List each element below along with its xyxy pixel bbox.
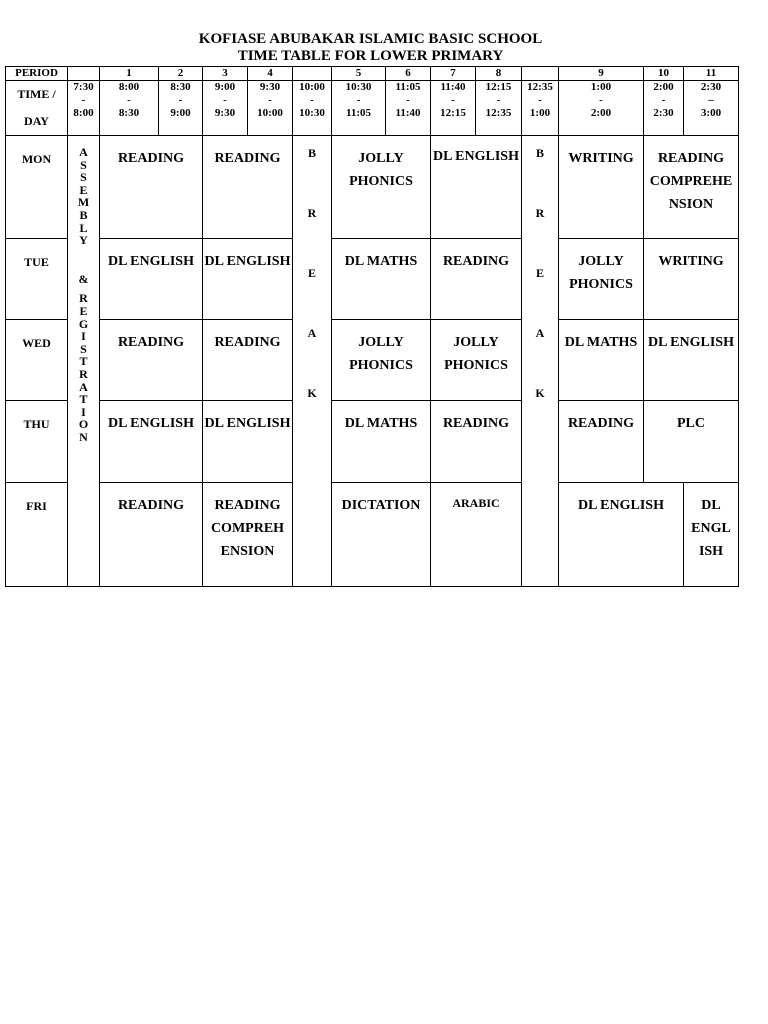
assembly-letter: G	[78, 316, 89, 331]
lesson-cell: DL ENGLISH	[100, 401, 203, 483]
period-number: 1	[100, 67, 159, 81]
period-number: 2	[159, 67, 203, 81]
break-letter: K	[535, 386, 545, 400]
lesson-cell: PLC	[644, 401, 739, 483]
assembly-letter: T	[79, 392, 88, 407]
break-letter: B	[535, 146, 544, 160]
period-number: 4	[248, 67, 293, 81]
break-letter: E	[535, 266, 544, 280]
lesson-cell: READING	[100, 320, 203, 401]
lesson-cell: DL MATHS	[332, 239, 431, 320]
lesson-cell: READING	[559, 401, 644, 483]
time-slot: 11:05 - 11:40	[386, 81, 431, 136]
day-row-fri	[6, 483, 739, 587]
time-day-label	[6, 81, 68, 136]
period-number: 9	[559, 67, 644, 81]
break-letter: K	[307, 386, 317, 400]
lesson-cell: READING	[203, 320, 293, 401]
day-name: THU	[6, 401, 68, 483]
period-cell-assembly	[68, 67, 100, 81]
assembly-letter: M	[77, 195, 90, 210]
lesson-cell: READING COMPREH ENSION	[203, 483, 293, 587]
assembly-registration-column	[68, 136, 100, 587]
assembly-letter: Y	[79, 233, 88, 248]
time-slot: 10:30 - 11:05	[332, 81, 386, 136]
time-slot: 8:30 - 9:00	[159, 81, 203, 136]
day-row-wed	[6, 320, 739, 401]
lesson-cell: JOLLY PHONICS	[431, 320, 522, 401]
day-label: DAY	[24, 114, 49, 128]
day-name: TUE	[6, 239, 68, 320]
time-slot: 1:00 - 2:00	[559, 81, 644, 136]
period-number: 10	[644, 67, 684, 81]
break-letter: A	[307, 326, 317, 340]
assembly-letter: I	[81, 404, 86, 419]
assembly-letter: A	[79, 145, 88, 159]
assembly-letter: O	[78, 417, 89, 432]
period-number: 7	[431, 67, 476, 81]
assembly-letter: L	[79, 220, 88, 235]
assembly-letter: &	[78, 271, 89, 286]
school-name-title: KOFIASE ABUBAKAR ISLAMIC BASIC SCHOOL	[198, 31, 543, 47]
assembly-letter: I	[81, 329, 86, 344]
lesson-cell: DL ENGLISH	[203, 401, 293, 483]
break-letter: A	[535, 326, 545, 340]
period-label: PERIOD	[6, 67, 68, 81]
break-letter: R	[307, 206, 317, 220]
time-slot: 9:00 - 9:30	[203, 81, 248, 136]
lesson-cell: WRITING	[644, 239, 739, 320]
period-row	[6, 67, 739, 81]
time-slot: 2:00 - 2:30	[644, 81, 684, 136]
break-column-1	[293, 136, 332, 587]
period-number: 3	[203, 67, 248, 81]
lesson-cell: READING	[431, 239, 522, 320]
assembly-letter: R	[79, 366, 88, 381]
assembly-letter: A	[79, 379, 88, 394]
assembly-letter: S	[80, 341, 87, 356]
lesson-cell: DL ENGLISH	[559, 483, 684, 587]
break-letter: R	[535, 206, 545, 220]
time-label: TIME /	[17, 87, 56, 101]
day-row-tue	[6, 239, 739, 320]
lesson-cell: READING	[100, 483, 203, 587]
lesson-cell: DL ENGLISH	[644, 320, 739, 401]
day-name: MON	[6, 136, 68, 239]
period-number: 11	[684, 67, 739, 81]
time-slot: 2:30 – 3:00	[684, 81, 739, 136]
assembly-letter: N	[79, 429, 88, 444]
assembly-letter: S	[80, 157, 87, 172]
timetable-grid	[5, 66, 739, 587]
day-row-mon	[6, 136, 739, 239]
period-cell-break	[293, 67, 332, 81]
break-letter: B	[307, 146, 316, 160]
lesson-cell: READING	[203, 136, 293, 239]
break-column-2	[522, 136, 559, 587]
period-cell-break	[522, 67, 559, 81]
time-slot: 10:00 - 10:30	[293, 81, 332, 136]
time-slot: 7:30 - 8:00	[68, 81, 100, 136]
period-number: 8	[476, 67, 522, 81]
assembly-letter: E	[79, 303, 88, 318]
lesson-cell: ARABIC	[431, 483, 522, 587]
lesson-cell: DL ENGLISH	[431, 136, 522, 239]
lesson-cell: DL ENGLISH	[203, 239, 293, 320]
time-slot: 12:35 - 1:00	[522, 81, 559, 136]
lesson-cell: WRITING	[559, 136, 644, 239]
lesson-cell: DL ENGLISH	[100, 239, 203, 320]
time-row	[6, 81, 739, 136]
lesson-cell: READING	[100, 136, 203, 239]
lesson-cell: DL MATHS	[559, 320, 644, 401]
lesson-cell: JOLLY PHONICS	[559, 239, 644, 320]
day-row-thu	[6, 401, 739, 483]
break-letter: E	[307, 266, 316, 280]
lesson-cell: READING	[431, 401, 522, 483]
assembly-letter: R	[79, 291, 88, 306]
time-slot: 9:30 - 10:00	[248, 81, 293, 136]
lesson-cell: READING COMPREHE NSION	[644, 136, 739, 239]
assembly-letter: B	[79, 207, 88, 222]
lesson-cell: DL ENGL ISH	[684, 483, 739, 587]
assembly-letter: T	[79, 354, 88, 369]
day-name: FRI	[6, 483, 68, 587]
time-slot: 8:00 - 8:30	[100, 81, 159, 136]
time-slot: 12:15 - 12:35	[476, 81, 522, 136]
timetable-title: TIME TABLE FOR LOWER PRIMARY	[237, 48, 504, 64]
time-slot: 11:40 - 12:15	[431, 81, 476, 136]
period-number: 5	[332, 67, 386, 81]
assembly-letter: E	[79, 182, 88, 197]
lesson-cell: JOLLY PHONICS	[332, 136, 431, 239]
day-name: WED	[6, 320, 68, 401]
lesson-cell: DL MATHS	[332, 401, 431, 483]
period-number: 6	[386, 67, 431, 81]
lesson-cell: DICTATION	[332, 483, 431, 587]
lesson-cell: JOLLY PHONICS	[332, 320, 431, 401]
assembly-letter: S	[80, 170, 87, 185]
